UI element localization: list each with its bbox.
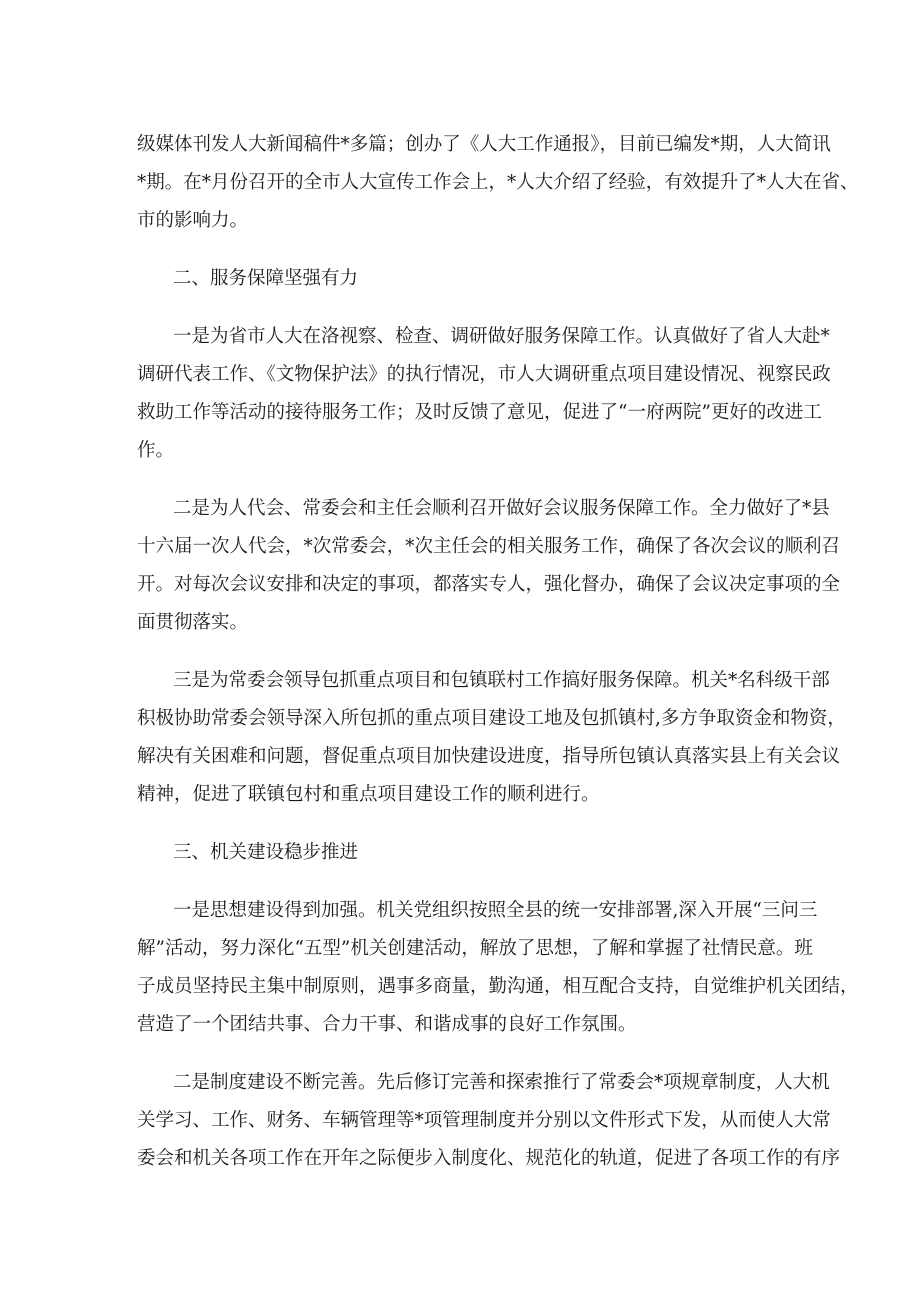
paragraph-service-2: [137, 490, 841, 642]
text-line: 开。对每次会议安排和决定的事项，都落实专人，强化督办，确保了会议决定事项的全: [137, 574, 841, 595]
text-line: 十六届一次人代会，*次常委会，*次主任会的相关服务工作，确保了各次会议的顺利召: [137, 536, 841, 557]
paragraph-org-2: [137, 1064, 841, 1178]
text-line: 子成员坚持民主集中制原则，遇事多商量，勤沟通，相互配合支持，自觉维护机关团结，: [137, 976, 859, 997]
document-body: [137, 126, 859, 1198]
text-line: 级媒体刊发人大新闻稿件*多篇；创办了《人大工作通报》，目前已编发*期，人大简讯: [137, 134, 831, 155]
text-line: 解决有关困难和问题，督促重点项目加快建设进度，指导所包镇认真落实县上有关会议: [137, 746, 841, 767]
text-line: 精神，促进了联镇包村和重点项目建设工作的顺利进行。: [137, 784, 600, 805]
text-line: 积极协助常委会领导深入所包抓的重点项目建设工地及包抓镇村,多方争取资金和物资，: [137, 708, 846, 729]
text-line: 一是为省市人大在洛视察、检查、调研做好服务保障工作。认真做好了省人大赴*: [173, 326, 830, 347]
section-heading-2: [137, 260, 785, 298]
paragraph-org-1: [137, 892, 859, 1044]
text-line: 三是为常委会领导包抓重点项目和包镇联村工作搞好服务保障。机关*名科级干部: [173, 670, 830, 691]
paragraph-service-1: [137, 318, 831, 470]
section-heading-3: [137, 834, 785, 872]
paragraph-intro: [137, 126, 859, 240]
text-line: 面贯彻落实。: [137, 612, 249, 633]
text-line: 关学习、工作、财务、车辆管理等*项管理制度并分别以文件形式下发，从而使人大常: [137, 1110, 831, 1131]
text-line: 作。: [137, 440, 175, 461]
text-line: 二是制度建设不断完善。先后修订完善和探索推行了常委会*项规章制度，人大机: [173, 1072, 830, 1093]
text-line: 市的影响力。: [137, 210, 249, 231]
text-line: 救助工作等活动的接待服务工作；及时反馈了意见，促进了“一府两院”更好的改进工: [137, 402, 822, 423]
text-line: *期。在*月份召开的全市人大宣传工作会上，*人大介绍了经验，有效提升了*人大在省、: [137, 172, 859, 193]
text-line: 一是思想建设得到加强。机关党组织按照全县的统一安排部署,深入开展“三问三: [173, 900, 818, 921]
text-line: 营造了一个团结共事、合力干事、和谐成事的良好工作氛围。: [137, 1014, 637, 1035]
paragraph-service-3: [137, 662, 846, 814]
text-line: 二是为人代会、常委会和主任会顺利召开做好会议服务保障工作。全力做好了*县: [173, 498, 830, 519]
text-line: 委会和机关各项工作在开年之际便步入制度化、规范化的轨道，促进了各项工作的有序: [137, 1148, 841, 1169]
section-heading-text: 三、机关建设稳步推进: [173, 842, 359, 863]
section-heading-text: 二、服务保障坚强有力: [173, 268, 359, 289]
text-line: 调研代表工作、《文物保护法》的执行情况，市人大调研重点项目建设情况、视察民政: [137, 364, 831, 385]
text-line: 解”活动，努力深化“五型”机关创建活动，解放了思想，了解和掌握了社情民意。班: [137, 938, 813, 959]
